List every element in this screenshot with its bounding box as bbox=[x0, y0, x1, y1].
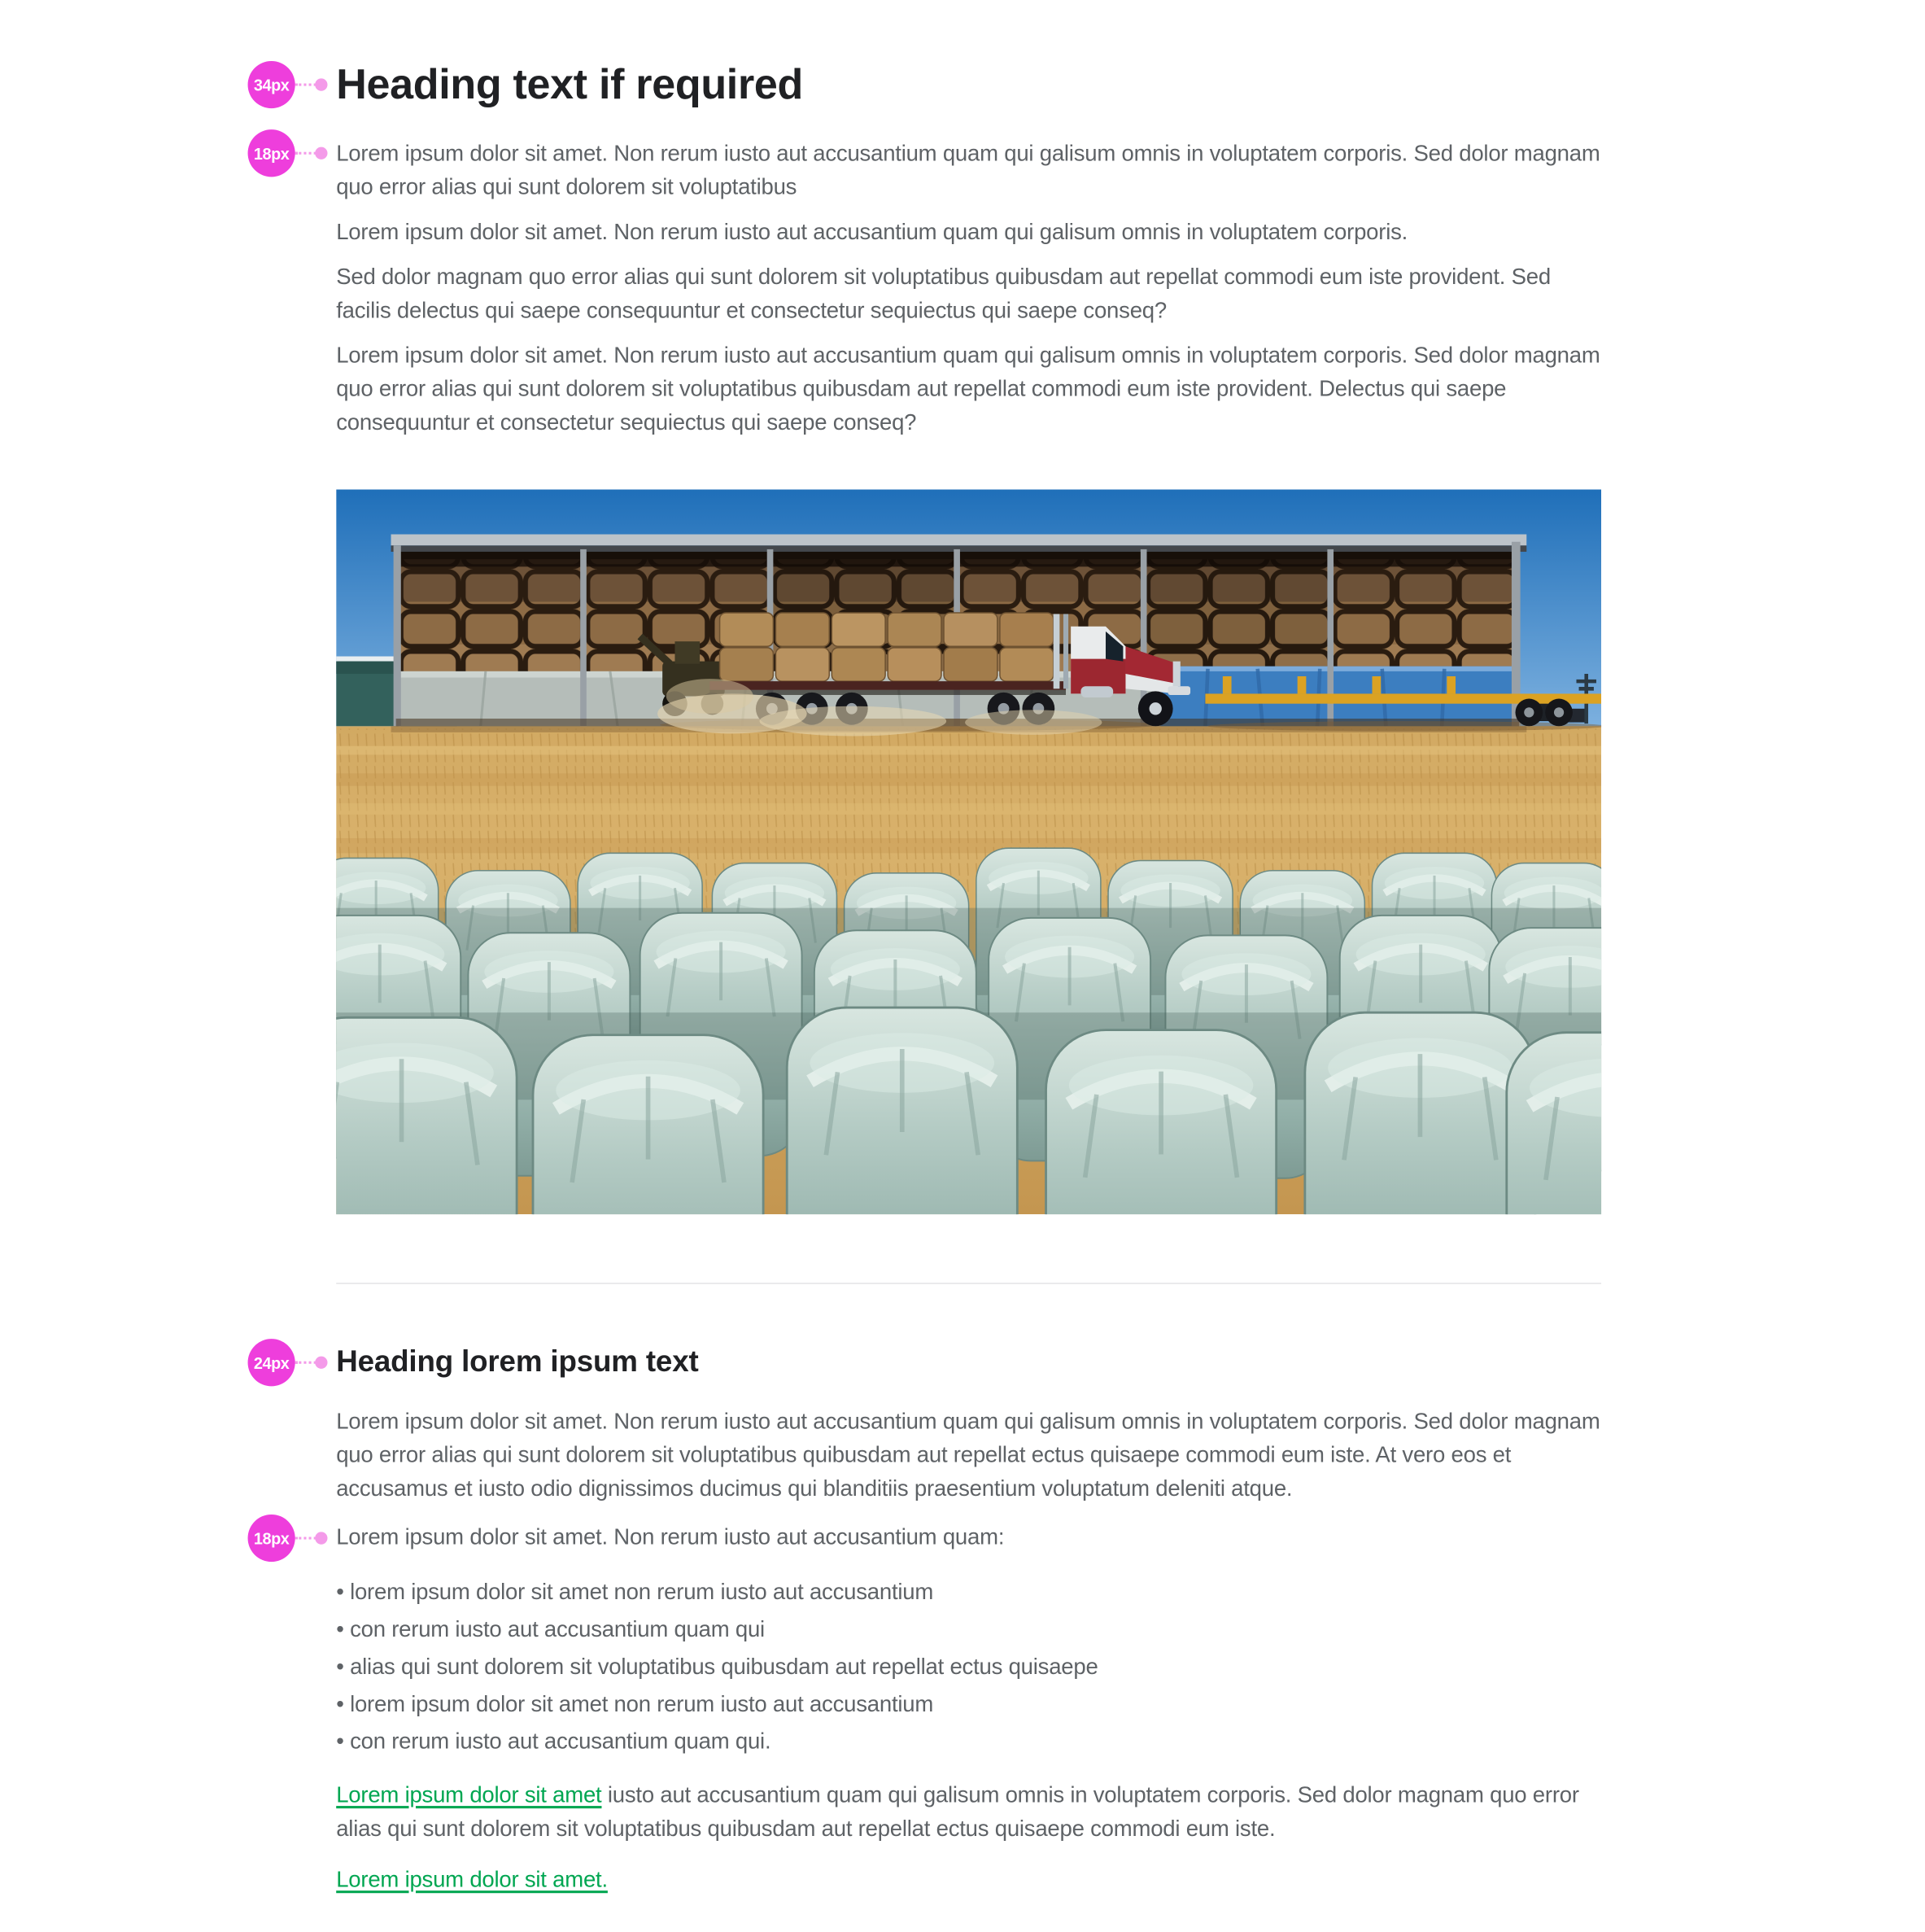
bullet-list bbox=[336, 1576, 1601, 1759]
size-badge-18px: 18px bbox=[248, 129, 295, 177]
connector-dot bbox=[315, 1357, 327, 1369]
connector-dot bbox=[315, 78, 327, 90]
paragraph-rest-text: iusto aut accusantium quam qui galisum omnis in voluptatem corporis. Sed dolor magnam quo error alias qui sunt dolorem sit voluptatibus quibusdam aut repellat ectus quisaepe commodi eum iste. bbox=[336, 1782, 1579, 1841]
paragraph: Lorem ipsum dolor sit amet. Non rerum iusto aut accusantium quam qui galisum omnis in voluptatem corporis. bbox=[336, 219, 1408, 244]
section-divider bbox=[336, 1283, 1601, 1284]
connector-dot bbox=[315, 1532, 327, 1544]
section-heading: Heading lorem ipsum text bbox=[336, 1344, 699, 1379]
connector-line bbox=[295, 1362, 316, 1364]
paragraph: Lorem ipsum dolor sit amet. Non rerum iusto aut accusantium quam qui galisum omnis in voluptatem corporis. Sed dolor magnam quo error alias qui sunt dolorem sit voluptatibus quibusdam aut repellat commodi eum iste provident. Delectus qui saepe consequuntur et consectetur sequiectus qui saepe conseq? bbox=[336, 342, 1600, 435]
size-annotation-body1 bbox=[248, 129, 328, 177]
size-annotation-body2 bbox=[248, 1515, 328, 1562]
paragraph: Lorem ipsum dolor sit amet. Non rerum iusto aut accusantium quam qui galisum omnis in voluptatem corporis. Sed dolor magnam quo error alias qui sunt dolorem sit voluptatibus quibusdam aut repellat ectus quisaepe commodi eum iste. At vero eos et accusamus et iusto odio dignissimos ducimus qui blanditiis praesentium voluptatum deleniti atque. bbox=[336, 1408, 1600, 1501]
connector-line bbox=[295, 152, 316, 155]
content-column bbox=[336, 0, 1601, 1897]
bullet-item: • con rerum iusto aut accusantium quam qui bbox=[336, 1613, 1601, 1646]
page-title: Heading text if required bbox=[336, 60, 804, 109]
size-annotation-heading1 bbox=[248, 61, 328, 108]
paragraph: Lorem ipsum dolor sit amet. Non rerum iusto aut accusantium quam qui galisum omnis in voluptatem corporis. Sed dolor magnam quo error alias qui sunt dolorem sit voluptatibus bbox=[336, 140, 1600, 199]
size-badge-18px-2: 18px bbox=[248, 1515, 295, 1562]
bullet-item: • lorem ipsum dolor sit amet non rerum iusto aut accusantium bbox=[336, 1688, 1601, 1721]
connector-dot bbox=[315, 147, 327, 160]
size-badge-24px: 24px bbox=[248, 1339, 295, 1386]
hay-photo-illustration bbox=[336, 489, 1601, 1214]
size-annotation-heading2 bbox=[248, 1339, 328, 1386]
bullet-item: • lorem ipsum dolor sit amet non rerum iusto aut accusantium bbox=[336, 1576, 1601, 1609]
paragraph: Sed dolor magnam quo error alias qui sunt dolorem sit voluptatibus quibusdam aut repellat commodi eum iste provident. Sed facilis delectus qui saepe consequuntur et consectetur sequiectus qui saepe conseq? bbox=[336, 264, 1551, 323]
size-badge-34px: 34px bbox=[248, 61, 295, 108]
standalone-text-link[interactable]: Lorem ipsum dolor sit amet. bbox=[336, 1867, 608, 1892]
hay-bales-photo bbox=[336, 489, 1601, 1214]
list-intro-paragraph: Lorem ipsum dolor sit amet. Non rerum iusto aut accusantium quam: bbox=[336, 1524, 1005, 1550]
connector-line bbox=[295, 1537, 316, 1540]
standalone-link-paragraph bbox=[336, 1863, 1601, 1896]
bullet-item: • alias qui sunt dolorem sit voluptatibus quibusdam aut repellat ectus quisaepe bbox=[336, 1650, 1601, 1684]
inline-text-link[interactable]: Lorem ipsum dolor sit amet bbox=[336, 1782, 602, 1807]
bullet-item: • con rerum iusto aut accusantium quam qui. bbox=[336, 1725, 1601, 1759]
paragraph-with-link bbox=[336, 1778, 1601, 1846]
connector-line bbox=[295, 84, 316, 86]
